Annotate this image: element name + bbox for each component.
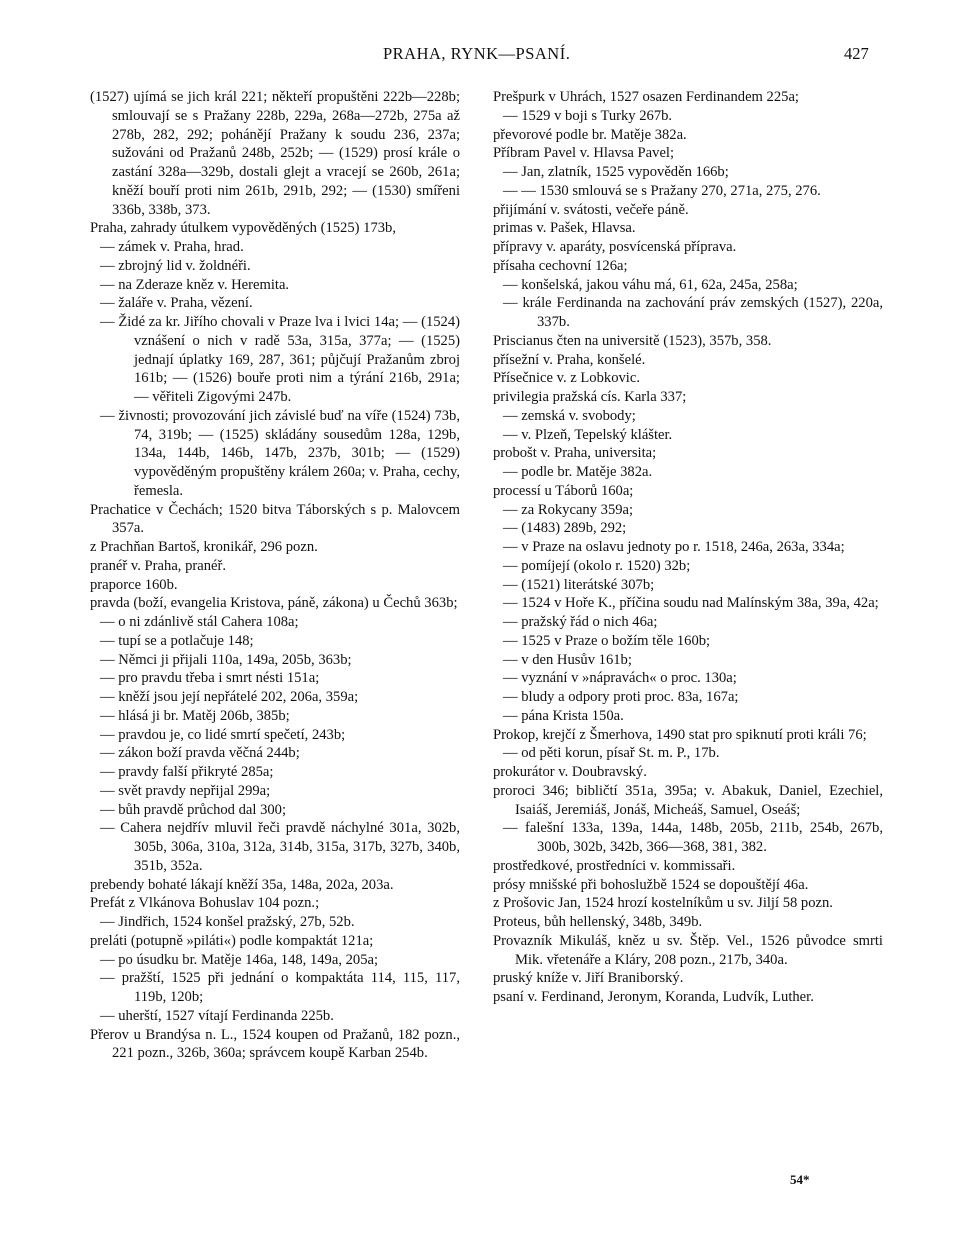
- index-entry: — živnosti; provozování jich závislé buď na víře (1524) 73b, 74, 319b; — (1525) skládány sousedům 128a, 129b, 134a, 144b, 146b, 147b, 237b, 301b; — (1529) vypověděným propuštěny králem 260a; v. Praha, cechy, řemesla.: [100, 407, 460, 499]
- index-entry: psaní v. Ferdinand, Jeronym, Koranda, Ludvík, Luther.: [493, 989, 814, 1005]
- index-entry: z Prachňan Bartoš, kronikář, 296 pozn.: [90, 539, 318, 555]
- index-entry: převorové podle br. Matěje 382a.: [493, 126, 687, 143]
- index-entry: proroci 346; bibličtí 351a, 395a; v. Abakuk, Daniel, Ezechiel, Isaiáš, Jeremiáš, Jonáš, Micheáš, Samuel, Oseáš;: [493, 782, 883, 818]
- index-entry: Prachatice v Čechách; 1520 bitva Táborských s p. Malovcem 357a.: [90, 501, 460, 537]
- index-entry: — 1524 v Hoře K., příčina soudu nad Malínským 38a, 39a, 42a;: [503, 595, 879, 612]
- index-entry: — pro pravdu třeba i smrt nésti 151a;: [100, 670, 320, 687]
- index-entry: — Cahera nejdřív mluvil řeči pravdě náchylné 301a, 302b, 305b, 306a, 310a, 312a, 314b, 315a, 317b, 327b, 340b, 351b, 352a.: [100, 820, 460, 874]
- index-entry: — podle br. Matěje 382a.: [503, 464, 653, 480]
- index-entry: — v. Plzeň, Tepelský klášter.: [503, 426, 673, 443]
- index-entry: — 1525 v Praze o božím těle 160b;: [503, 632, 711, 649]
- index-entry: — zemská v. svobody;: [503, 407, 636, 424]
- index-entry: — — 1530 smlouvá se s Pražany 270, 271a, 275, 276.: [503, 182, 821, 199]
- index-entry: Proteus, bůh hellenský, 348b, 349b.: [493, 914, 703, 930]
- index-entry: prokurátor v. Doubravský.: [493, 764, 647, 780]
- index-entry: — hlásá ji br. Matěj 206b, 385b;: [100, 707, 290, 724]
- index-entry: — falešní 133a, 139a, 144a, 148b, 205b, 211b, 254b, 267b, 300b, 302b, 342b, 366—368, 381, 382.: [503, 820, 883, 855]
- index-entry: Prokop, krejčí z Šmerhova, 1490 stat pro spiknutí proti králi 76;: [493, 726, 867, 743]
- index-entry: Priscianus čten na universitě (1523), 357b, 358.: [493, 332, 772, 349]
- index-entry: prósy mnišské při bohoslužbě 1524 se dopouštějí 46a.: [493, 876, 809, 893]
- index-entry: — o ni zdánlivě stál Cahera 108a;: [100, 614, 299, 630]
- page-header: [0, 44, 960, 68]
- index-entry: — zámek v. Praha, hrad.: [100, 239, 244, 255]
- left-column: [90, 88, 460, 1063]
- running-title: PRAHA, RYNK—PSANÍ.: [383, 44, 571, 63]
- index-entry: z Prošovic Jan, 1524 hrozí kostelníkům u sv. Jiljí 58 pozn.: [493, 895, 833, 912]
- index-entry: — Jindřich, 1524 konšel pražský, 27b, 52b.: [100, 914, 355, 930]
- index-entry: — bludy a odpory proti proc. 83a, 167a;: [503, 689, 739, 705]
- index-entry: — tupí se a potlačuje 148;: [100, 632, 254, 649]
- index-entry: Příbram Pavel v. Hlavsa Pavel;: [493, 145, 675, 162]
- index-entry: — vyznání v »nápravách« o proc. 130a;: [503, 670, 737, 687]
- index-entry: processí u Táborů 160a;: [493, 482, 634, 499]
- page-number: 427: [844, 44, 869, 63]
- index-entry: — na Zderaze kněz v. Heremita.: [100, 276, 290, 293]
- index-entry: — (1483) 289b, 292;: [503, 520, 627, 537]
- index-entry: — zákon boží pravda věčná 244b;: [100, 745, 300, 762]
- index-entry: přísaha cechovní 126a;: [493, 257, 628, 274]
- index-entry: — konšelská, jakou váhu má, 61, 62a, 245a, 258a;: [503, 276, 798, 293]
- index-entry: probošt v. Praha, universita;: [493, 445, 657, 462]
- index-entry: přípravy v. aparáty, posvícenská příprava.: [493, 239, 737, 255]
- index-entry: pruský kníže v. Jiří Braniborský.: [493, 970, 684, 987]
- index-entry: — za Rokycany 359a;: [503, 501, 634, 518]
- index-entry: Provazník Mikuláš, kněz u sv. Štěp. Vel., 1526 původce smrti Mik. vřetenáře a Kláry, 208 pozn., 217b, 340a.: [493, 932, 883, 968]
- index-entry: Prefát z Vlkánova Bohuslav 104 pozn.;: [90, 895, 320, 912]
- right-column: [493, 88, 883, 1007]
- index-entry: — pravdou je, co lidé smrtí spečetí, 243b;: [100, 726, 346, 743]
- index-entry: — pána Krista 150a.: [503, 707, 624, 724]
- index-entry: přísežní v. Praha, konšelé.: [493, 351, 646, 368]
- index-entry: — po úsudku br. Matěje 146a, 148, 149a, 205a;: [100, 951, 379, 968]
- index-entry: — krále Ferdinanda na zachování práv zemských (1527), 220a, 337b.: [503, 295, 883, 330]
- index-entry: primas v. Pašek, Hlavsa.: [493, 220, 636, 237]
- index-entry: Přerov u Brandýsa n. L., 1524 koupen od Pražanů, 182 pozn., 221 pozn., 326b, 360a; správcem koupě Karban 254b.: [90, 1026, 460, 1062]
- index-entry: — Jan, zlatník, 1525 vypověděn 166b;: [503, 164, 729, 180]
- index-entry: prostředkové, prostředníci v. kommissaři.: [493, 857, 736, 874]
- index-entry: — uherští, 1527 vítají Ferdinanda 225b.: [100, 1007, 334, 1024]
- index-entry: praporce 160b.: [90, 576, 178, 593]
- index-entry: — v Praze na oslavu jednoty po r. 1518, 246a, 263a, 334a;: [503, 539, 845, 555]
- index-entry: privilegia pražská cís. Karla 337;: [493, 389, 687, 405]
- index-entry: — od pěti korun, písař St. m. P., 17b.: [503, 745, 720, 762]
- index-entry: — (1521) literátské 307b;: [503, 576, 655, 593]
- index-entry: — v den Husův 161b;: [503, 651, 632, 668]
- index-entry: Prešpurk v Uhrách, 1527 osazen Ferdinandem 225a;: [493, 89, 799, 105]
- index-entry: preláti (potupně »piláti«) podle kompaktát 121a;: [90, 932, 374, 949]
- index-entry: — pražský řád o nich 46a;: [503, 614, 658, 630]
- index-entry: — kněží jsou její nepřátelé 202, 206a, 359a;: [100, 689, 359, 705]
- index-entry: Praha, zahrady útulkem vypověděných (1525) 173b,: [90, 220, 396, 237]
- index-entry: — Židé za kr. Jiřího chovali v Praze lva i lvici 14a; — (1524) vznášení o nich v radě 53a, 315a, 377a; — (1525) jednají úplatky 169, 287, 361; půjčují Pražanům zbroj 161b; — (1526) bouře proti nim a týrání 216b, 291a; — věřiteli Zigovými 247b.: [100, 314, 460, 405]
- index-entry: — pravdy falší přikryté 285a;: [100, 764, 274, 780]
- index-entry: přijímání v. svátosti, večeře páně.: [493, 201, 689, 218]
- index-entry: prebendy bohaté lákají kněží 35a, 148a, 202a, 203a.: [90, 876, 394, 893]
- index-entry: (1527) ujímá se jich král 221; někteří propuštěni 222b—228b; smlouvají se s Pražany 228b, 229a, 268a—272b, 275a až 278b, 282, 292; pohánějí Pražany k soudu 236, 237a; sužováni od Pražanů 248b, 252b; — (1529) prosí krále o zastání 328a—329b, dostali glejt a vracejí se 260b, 261a; kněží bouří proti nim 261b, 291b, 292; — (1530) smířeni 336b, 338b, 373.: [90, 89, 460, 218]
- index-entry: pranéř v. Praha, pranéř.: [90, 557, 227, 574]
- index-entry: — svět pravdy nepřijal 299a;: [100, 782, 271, 799]
- index-entry: pravda (boží, evangelia Kristova, páně, zákona) u Čechů 363b;: [90, 595, 458, 612]
- index-entry: — pomíjejí (okolo r. 1520) 32b;: [503, 557, 691, 574]
- index-entry: — bůh pravdě průchod dal 300;: [100, 801, 287, 818]
- index-entry: — zbrojný lid v. žoldnéři.: [100, 257, 251, 274]
- index-entry: — žaláře v. Praha, vězení.: [100, 295, 253, 312]
- printer-signature: 54*: [790, 1172, 810, 1187]
- index-entry: — Němci ji přijali 110a, 149a, 205b, 363b;: [100, 651, 352, 668]
- index-entry: Přísečnice v. z Lobkovic.: [493, 370, 640, 387]
- index-entry: — pražští, 1525 při jednání o kompaktáta 114, 115, 117, 119b, 120b;: [100, 970, 460, 1005]
- index-entry: — 1529 v boji s Turky 267b.: [503, 107, 673, 124]
